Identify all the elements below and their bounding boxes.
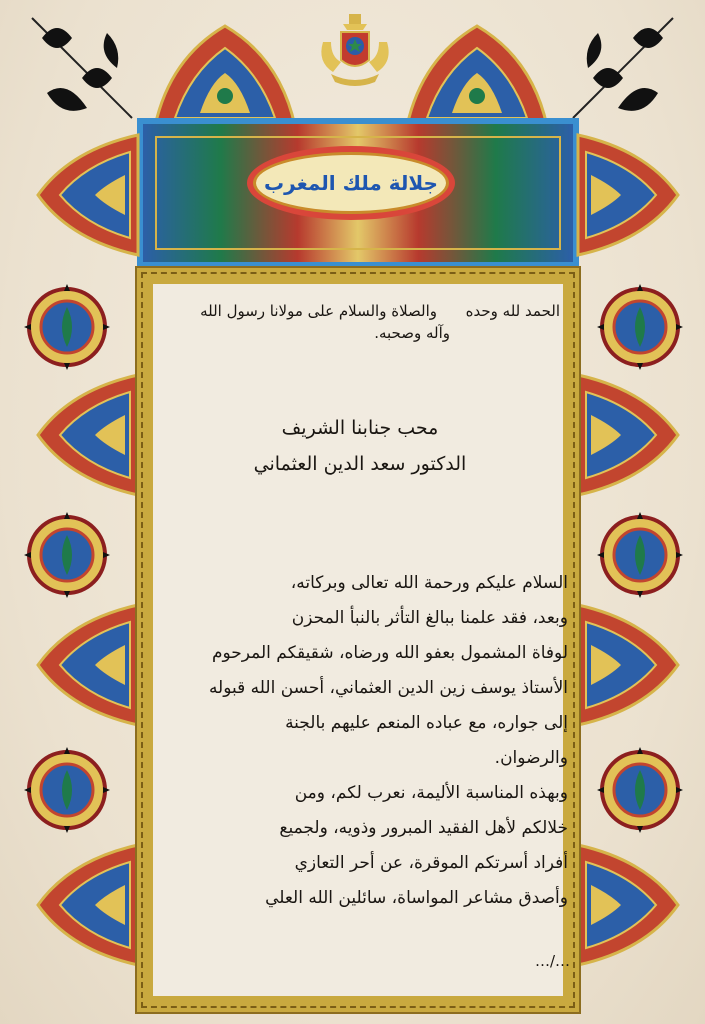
opening-right: الحمد لله وحده [465, 302, 560, 320]
opening-praise [160, 300, 560, 344]
addressee-line-2: الدكتور سعد الدين العثماني [253, 453, 467, 475]
body-line-10: وأصدق مشاعر المواساة، سائلين الله العلي [265, 888, 568, 908]
addressee-line-1: محب جنابنا الشريف [281, 417, 439, 439]
left-side-arch-2 [30, 370, 140, 500]
body-line-2: وبعد، فقد علمنا ببالغ التأثر بالنبأ المحزن [291, 608, 568, 628]
right-medallion-3 [595, 745, 685, 835]
body-line-4: الأستاذ يوسف زين الدين العثماني، أحسن الله قبوله [208, 678, 568, 698]
body-line-1: السلام عليكم ورحمة الله تعالى وبركاته، [290, 573, 568, 593]
right-medallion-1 [595, 282, 685, 372]
continuation-mark: …/… [534, 952, 570, 970]
body-line-3: لوفاة المشمول بعفو الله ورضاه، شقيقكم المرحوم [211, 643, 568, 663]
body-line-9: أفراد أسرتكم الموقرة، عن أحر التعازي [294, 853, 568, 873]
royal-emblem-icon [313, 12, 397, 90]
addressee-block [160, 410, 560, 482]
left-medallion-2 [22, 510, 112, 600]
right-side-arch-3 [576, 600, 686, 730]
body-line-8: خلالكم لأهل الفقيد المبرور وذويه، ولجميع [279, 818, 568, 838]
left-medallion-3 [22, 745, 112, 835]
right-side-arch-2 [576, 370, 686, 500]
header-panel [137, 118, 579, 268]
left-side-arch-3 [30, 600, 140, 730]
opening-line-2: وآله وصحبه. [374, 324, 450, 342]
right-side-arch-1 [576, 130, 686, 260]
header-title: جلالة ملك المغرب [264, 171, 438, 195]
top-left-corner-ornament [22, 8, 142, 128]
right-medallion-2 [595, 510, 685, 600]
right-side-arch-4 [576, 840, 686, 970]
title-cartouche [253, 152, 449, 214]
opening-middle: والصلاة والسلام على مولانا رسول الله [200, 302, 438, 320]
top-right-arch-ornament [402, 18, 552, 128]
left-side-arch-4 [30, 840, 140, 970]
body-line-6: والرضوان. [494, 748, 568, 768]
body-line-7: وبهذه المناسبة الأليمة، نعرب لكم، ومن [294, 783, 568, 803]
opening-line-1 [160, 300, 560, 322]
left-side-arch-1 [30, 130, 140, 260]
body-line-5: إلى جواره، مع عباده المنعم عليهم بالجنة [285, 713, 568, 733]
top-left-arch-ornament [150, 18, 300, 128]
top-right-corner-ornament [563, 8, 683, 128]
letter-body [158, 566, 568, 916]
left-medallion-1 [22, 282, 112, 372]
